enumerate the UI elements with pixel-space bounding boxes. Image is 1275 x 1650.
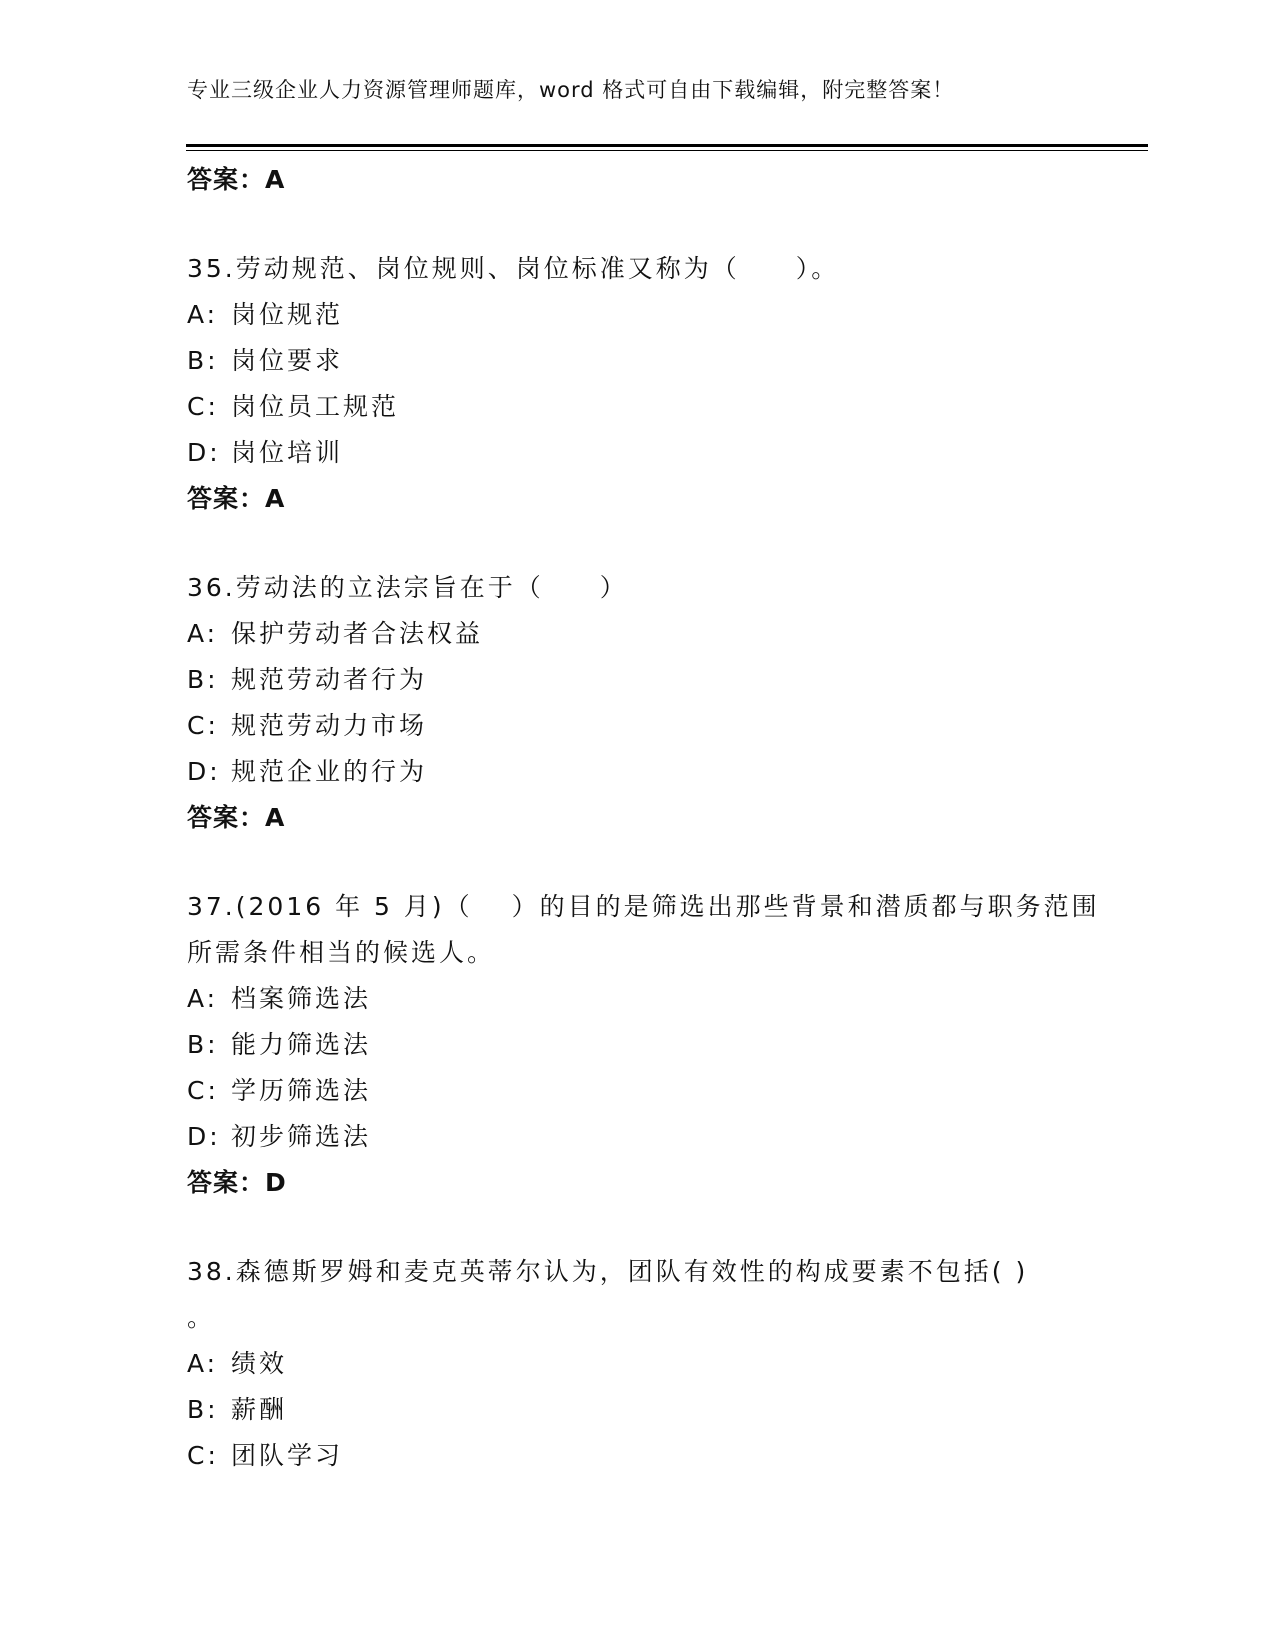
option-text: 岗位培训 bbox=[231, 438, 344, 467]
option-letter: A: bbox=[187, 1349, 219, 1378]
answer-line: 答案：A bbox=[187, 484, 286, 513]
answer-line: 答案：D bbox=[187, 1168, 287, 1197]
option-text: 岗位要求 bbox=[231, 346, 344, 375]
option-letter: D: bbox=[187, 438, 221, 467]
option-letter: B: bbox=[187, 346, 219, 375]
question-stem: 38.森德斯罗姆和麦克英蒂尔认为，团队有效性的构成要素不包括( ) bbox=[187, 1257, 1029, 1286]
header-rule-thin bbox=[186, 150, 1148, 151]
option-row bbox=[187, 338, 1117, 384]
answer-line: 答案：A bbox=[187, 803, 286, 832]
option-row bbox=[187, 703, 1117, 749]
question-block bbox=[187, 246, 1117, 565]
header-rule-thick bbox=[186, 144, 1148, 147]
page-header: 专业三级企业人力资源管理师题库，word 格式可自由下载编辑，附完整答案！ bbox=[187, 78, 955, 102]
spacer bbox=[187, 1206, 1117, 1249]
spacer bbox=[187, 203, 1117, 246]
question-stem: 所需条件相当的候选人。 bbox=[187, 938, 496, 967]
option-letter: C: bbox=[187, 392, 219, 421]
option-row bbox=[187, 384, 1117, 430]
option-letter: C: bbox=[187, 1076, 219, 1105]
option-text: 学历筛选法 bbox=[231, 1076, 372, 1105]
question-list bbox=[187, 246, 1117, 1479]
spacer bbox=[187, 841, 1117, 884]
option-text: 初步筛选法 bbox=[231, 1122, 372, 1151]
previous-answer: 答案：A bbox=[187, 165, 286, 194]
option-row bbox=[187, 611, 1117, 657]
document-body bbox=[187, 157, 1117, 1479]
option-row bbox=[187, 1114, 1117, 1160]
option-text: 规范劳动者行为 bbox=[231, 665, 428, 694]
option-letter: B: bbox=[187, 1030, 219, 1059]
option-text: 薪酬 bbox=[231, 1395, 288, 1424]
option-text: 岗位规范 bbox=[231, 300, 344, 329]
option-row bbox=[187, 657, 1117, 703]
question-block bbox=[187, 884, 1117, 1249]
option-text: 规范劳动力市场 bbox=[231, 711, 428, 740]
option-row bbox=[187, 292, 1117, 338]
option-text: 绩效 bbox=[231, 1349, 288, 1378]
option-text: 团队学习 bbox=[231, 1441, 344, 1470]
question-stem: 36.劳动法的立法宗旨在于（ ） bbox=[187, 573, 628, 602]
option-letter: D: bbox=[187, 1122, 221, 1151]
option-row bbox=[187, 1022, 1117, 1068]
option-letter: A: bbox=[187, 984, 219, 1013]
option-letter: A: bbox=[187, 300, 219, 329]
question-stem: 35.劳动规范、岗位规则、岗位标准又称为（ ）。 bbox=[187, 254, 840, 283]
option-text: 保护劳动者合法权益 bbox=[231, 619, 484, 648]
option-row bbox=[187, 1433, 1117, 1479]
question-stem: 。 bbox=[187, 1303, 216, 1332]
option-letter: C: bbox=[187, 711, 219, 740]
question-block bbox=[187, 565, 1117, 884]
option-letter: B: bbox=[187, 1395, 219, 1424]
option-row bbox=[187, 1387, 1117, 1433]
option-text: 档案筛选法 bbox=[231, 984, 372, 1013]
option-row bbox=[187, 749, 1117, 795]
option-row bbox=[187, 430, 1117, 476]
option-row bbox=[187, 1068, 1117, 1114]
option-text: 岗位员工规范 bbox=[231, 392, 400, 421]
option-text: 能力筛选法 bbox=[231, 1030, 372, 1059]
option-letter: B: bbox=[187, 665, 219, 694]
option-text: 规范企业的行为 bbox=[231, 757, 428, 786]
question-block bbox=[187, 1249, 1117, 1479]
option-letter: C: bbox=[187, 1441, 219, 1470]
spacer bbox=[187, 522, 1117, 565]
option-row bbox=[187, 1341, 1117, 1387]
question-stem: 37.(2016 年 5 月)（ ）的目的是筛选出那些背景和潜质都与职务范围 bbox=[187, 892, 1100, 921]
option-letter: D: bbox=[187, 757, 221, 786]
option-row bbox=[187, 976, 1117, 1022]
option-letter: A: bbox=[187, 619, 219, 648]
